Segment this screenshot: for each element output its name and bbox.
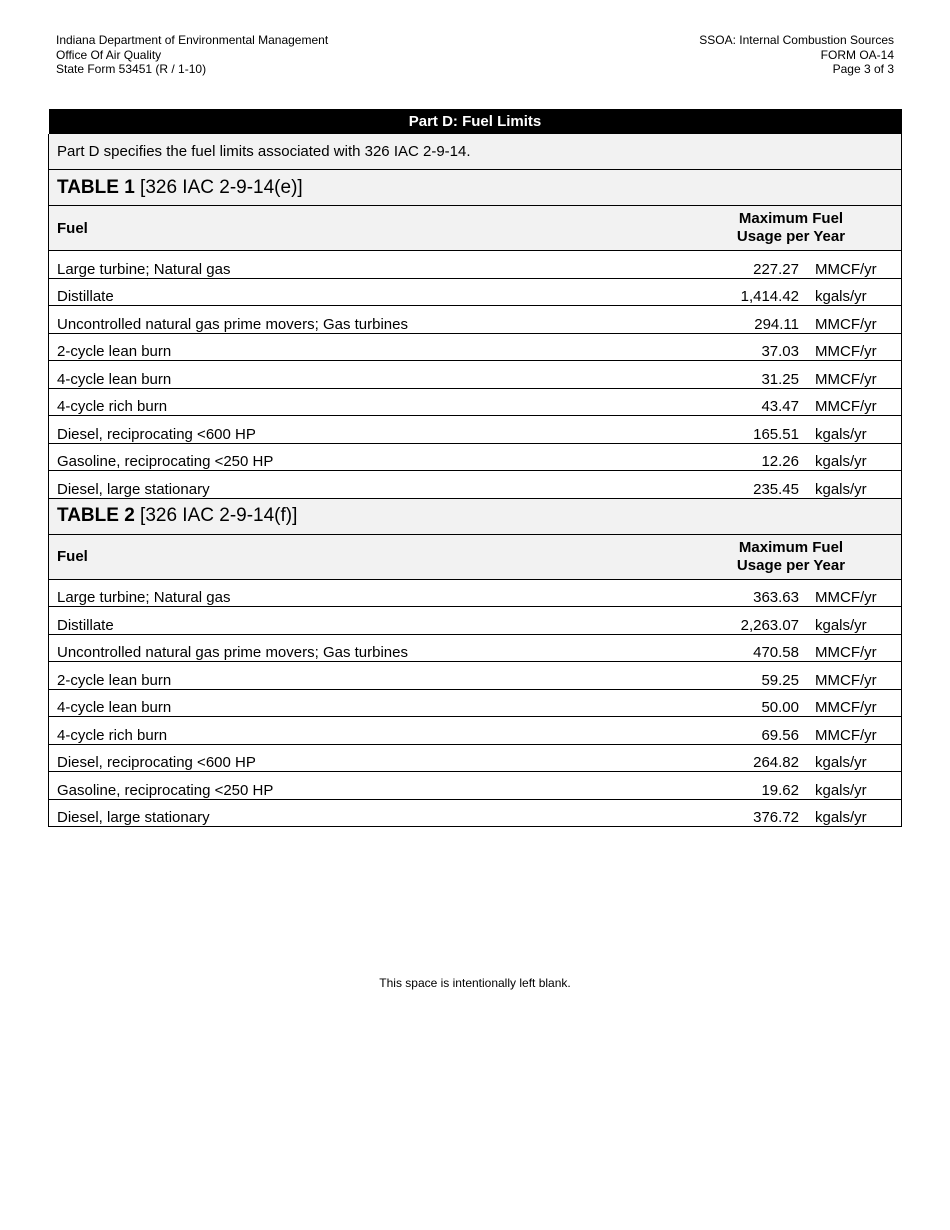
fuel-limit-value: 19.62 (681, 772, 803, 800)
fuel-limit-value: 59.25 (681, 662, 803, 690)
fuel-limit-value: 165.51 (681, 416, 803, 444)
fuel-limit-unit: kgals/yr (803, 607, 902, 635)
table-row (49, 772, 902, 800)
table-row (49, 278, 902, 306)
table-1-heading-row (49, 170, 902, 206)
fuel-limit-value: 69.56 (681, 717, 803, 745)
form-id: FORM OA-14 (820, 47, 894, 62)
fuel-limit-unit: kgals/yr (803, 416, 902, 444)
max-usage-line2: Usage per Year (736, 228, 846, 245)
table-2-heading-row (49, 498, 902, 534)
fuel-limit-value: 363.63 (681, 579, 803, 607)
part-title: Part D: Fuel Limits (49, 109, 902, 134)
table-row (49, 607, 902, 635)
fuel-name: 4-cycle lean burn (49, 361, 682, 389)
fuel-limit-value: 227.27 (681, 251, 803, 279)
table-row (49, 388, 902, 416)
column-header-max-usage (681, 206, 902, 251)
fuel-limit-unit: kgals/yr (803, 744, 902, 772)
table-row (49, 634, 902, 662)
fuel-limit-unit: MMCF/yr (803, 662, 902, 690)
form-subject: SSOA: Internal Combustion Sources (699, 33, 894, 47)
table-row (49, 662, 902, 690)
table-1-heading (49, 170, 902, 206)
state-form-number: State Form 53451 (R / 1-10) (56, 62, 207, 76)
fuel-limit-unit: kgals/yr (803, 772, 902, 800)
column-header-max-usage (681, 534, 902, 579)
header-agency-block (56, 33, 328, 77)
fuel-name: 4-cycle rich burn (49, 388, 682, 416)
part-intro-row (49, 134, 902, 170)
fuel-limit-value: 31.25 (681, 361, 803, 389)
intentionally-blank-note: This space is intentionally left blank. (379, 976, 571, 990)
table-2-column-header (49, 534, 902, 579)
fuel-limit-unit: kgals/yr (803, 443, 902, 471)
table-1-citation: [326 IAC 2-9-14(e)] (134, 176, 303, 198)
fuel-limit-unit: kgals/yr (803, 471, 902, 499)
fuel-limit-unit: kgals/yr (803, 278, 902, 306)
fuel-name: Diesel, reciprocating <600 HP (49, 416, 682, 444)
fuel-limit-value: 43.47 (681, 388, 803, 416)
fuel-limit-unit: MMCF/yr (803, 689, 902, 717)
table-row (49, 416, 902, 444)
fuel-name: Gasoline, reciprocating <250 HP (49, 772, 682, 800)
fuel-limit-value: 470.58 (681, 634, 803, 662)
table-row (49, 717, 902, 745)
table-row (49, 333, 902, 361)
max-usage-line1: Maximum Fuel (738, 210, 844, 227)
table-2-heading (49, 498, 902, 534)
column-header-fuel: Fuel (49, 206, 682, 251)
fuel-limit-unit: MMCF/yr (803, 634, 902, 662)
fuel-name: Large turbine; Natural gas (49, 579, 682, 607)
fuel-name: 4-cycle rich burn (49, 717, 682, 745)
fuel-limits-form (48, 109, 902, 827)
fuel-limit-value: 1,414.42 (681, 278, 803, 306)
fuel-name: Uncontrolled natural gas prime movers; Gas turbines (49, 306, 682, 334)
fuel-limit-unit: MMCF/yr (803, 251, 902, 279)
fuel-name: Uncontrolled natural gas prime movers; Gas turbines (49, 634, 682, 662)
header-form-block (699, 33, 894, 77)
fuel-limit-value: 2,263.07 (681, 607, 803, 635)
table-row (49, 361, 902, 389)
fuel-limit-value: 12.26 (681, 443, 803, 471)
column-header-fuel: Fuel (49, 534, 682, 579)
fuel-name: 2-cycle lean burn (49, 662, 682, 690)
table-row (49, 471, 902, 499)
fuel-limit-value: 50.00 (681, 689, 803, 717)
fuel-name: Large turbine; Natural gas (49, 251, 682, 279)
office-name: Office Of Air Quality (56, 47, 162, 62)
agency-name: Indiana Department of Environmental Management (56, 33, 329, 47)
max-usage-line2: Usage per Year (736, 556, 846, 574)
table-1-name: TABLE 1 (57, 176, 135, 198)
fuel-limit-unit: MMCF/yr (803, 717, 902, 745)
fuel-limit-value: 294.11 (681, 306, 803, 334)
part-intro: Part D specifies the fuel limits associated with 326 IAC 2-9-14. (49, 134, 902, 170)
fuel-name: Diesel, large stationary (49, 471, 682, 499)
table-2-name: TABLE 2 (57, 505, 135, 526)
fuel-name: 2-cycle lean burn (49, 333, 682, 361)
fuel-name: Distillate (49, 607, 682, 635)
fuel-name: Diesel, large stationary (49, 799, 682, 827)
table-2-citation: [326 IAC 2-9-14(f)] (134, 505, 298, 526)
table-row (49, 689, 902, 717)
fuel-name: Gasoline, reciprocating <250 HP (49, 443, 682, 471)
table-row (49, 443, 902, 471)
fuel-limit-value: 235.45 (681, 471, 803, 499)
table-row (49, 306, 902, 334)
fuel-limit-value: 376.72 (681, 799, 803, 827)
fuel-limit-unit: MMCF/yr (803, 361, 902, 389)
fuel-limit-unit: MMCF/yr (803, 333, 902, 361)
fuel-limit-unit: MMCF/yr (803, 306, 902, 334)
fuel-limit-unit: MMCF/yr (803, 579, 902, 607)
max-usage-line1: Maximum Fuel (738, 538, 844, 556)
table-row (49, 251, 902, 279)
table-1-column-header (49, 206, 902, 251)
fuel-limit-value: 264.82 (681, 744, 803, 772)
fuel-name: Distillate (49, 278, 682, 306)
fuel-limit-unit: kgals/yr (803, 799, 902, 827)
table-row (49, 799, 902, 827)
fuel-name: 4-cycle lean burn (49, 689, 682, 717)
fuel-limit-value: 37.03 (681, 333, 803, 361)
page-number: Page 3 of 3 (832, 62, 894, 76)
table-row (49, 744, 902, 772)
table-row (49, 579, 902, 607)
fuel-limit-unit: MMCF/yr (803, 388, 902, 416)
fuel-name: Diesel, reciprocating <600 HP (49, 744, 682, 772)
part-title-row (49, 109, 902, 134)
